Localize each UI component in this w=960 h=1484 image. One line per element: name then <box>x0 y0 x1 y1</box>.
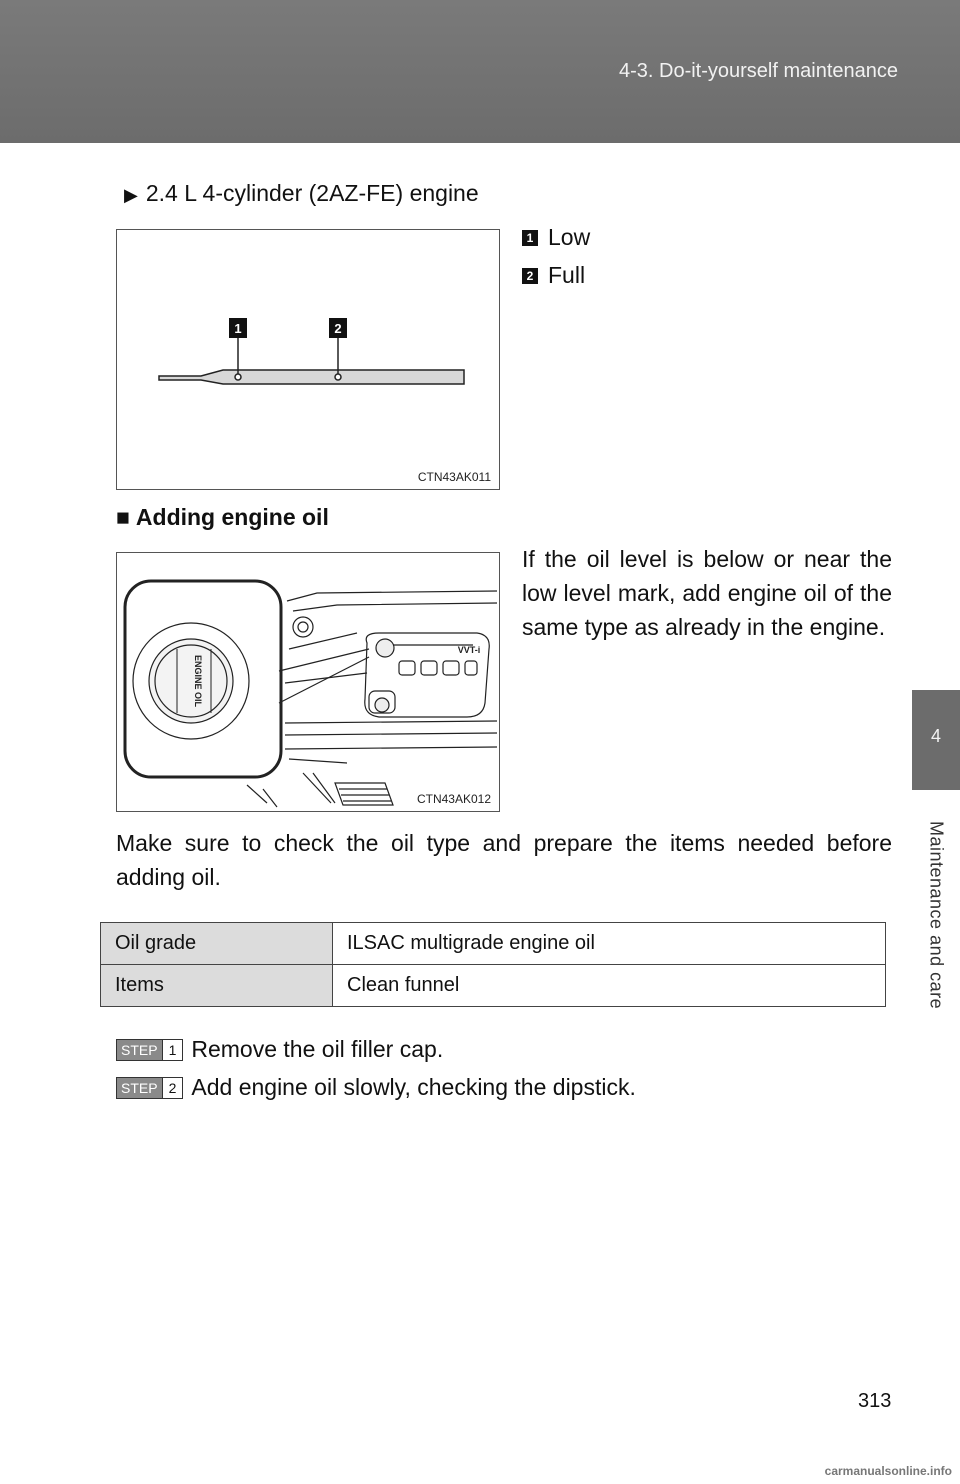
header-band <box>0 0 960 143</box>
legend-number-badge: 2 <box>522 268 538 284</box>
step-1 <box>116 1036 443 1063</box>
triangle-bullet-icon: ▶ <box>124 185 138 205</box>
legend-number-badge: 1 <box>522 230 538 246</box>
step-word: STEP <box>117 1078 162 1098</box>
figure-code: CTN43AK012 <box>416 792 491 806</box>
marker-2-label: 2 <box>334 321 342 336</box>
watermark: carmanualsonline.info <box>824 1464 952 1478</box>
engine-heading <box>124 180 479 207</box>
step-text: Add engine oil slowly, checking the dipstick. <box>191 1074 636 1100</box>
side-instruction-text: If the oil level is below or near the low level mark, add engine oil of the same type as already in the engine. <box>522 546 892 640</box>
legend-label: Full <box>548 262 586 288</box>
table-row <box>101 923 886 965</box>
low-mark-dot <box>235 374 241 380</box>
section-heading-text: Adding engine oil <box>135 504 329 530</box>
engine-bay-illustration <box>117 553 501 813</box>
dipstick-illustration <box>117 230 501 491</box>
cap-engine-oil-text: ENGINE OIL <box>193 654 203 708</box>
chapter-label <box>912 800 960 1030</box>
chapter-label-text: Maintenance and care <box>926 820 947 1010</box>
square-bullet-icon: ■ <box>116 504 130 530</box>
section-title: 4-3. Do-it-yourself maintenance <box>618 60 898 82</box>
engine-cover-logo: VVT-i <box>457 645 481 655</box>
legend-label: Low <box>548 224 591 250</box>
step-number: 1 <box>162 1040 183 1060</box>
full-mark-dot <box>335 374 341 380</box>
table-key-cell: Oil grade <box>101 923 333 965</box>
step-badge <box>116 1077 183 1099</box>
section-heading <box>116 504 329 531</box>
step-number: 2 <box>162 1078 183 1098</box>
table-value-cell: ILSAC multigrade engine oil <box>333 923 886 965</box>
step-word: STEP <box>117 1040 162 1060</box>
legend-item-low <box>522 224 590 251</box>
engine-heading-text: 2.4 L 4-cylinder (2AZ-FE) engine <box>145 180 479 206</box>
table-value-cell: Clean funnel <box>333 965 886 1007</box>
marker-1-label: 1 <box>234 321 242 336</box>
legend-item-full <box>522 262 585 289</box>
engine-bay-figure <box>116 552 500 812</box>
spec-table <box>100 922 886 1007</box>
chapter-number: 4 <box>930 726 941 746</box>
table-row <box>101 965 886 1007</box>
step-2 <box>116 1074 636 1101</box>
dipstick-figure <box>116 229 500 490</box>
step-badge <box>116 1039 183 1061</box>
page-number: 313 <box>858 1390 892 1412</box>
figure-code: CTN43AK011 <box>417 470 491 484</box>
table-key-cell: Items <box>101 965 333 1007</box>
main-instruction-text: Make sure to check the oil type and prepare the items needed before adding oil. <box>116 830 892 890</box>
chapter-tab[interactable] <box>912 690 960 790</box>
step-text: Remove the oil filler cap. <box>191 1036 444 1062</box>
